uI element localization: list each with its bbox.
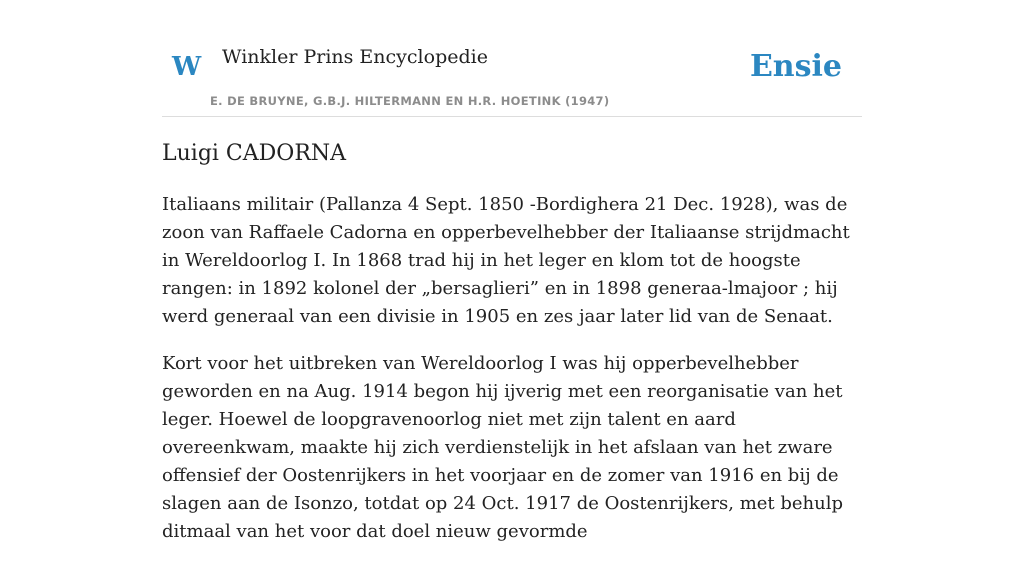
article-paragraph: Kort voor het uitbreken van Wereldoorlog I was hij opperbevelhebber geworden en na Aug. 1914 begon hij ijverig met een reorganisatie van het leger. Hoewel de loopgravenoorlog niet met zijn talent en aard overeenkwam, maakte hij zich verdienstelijk in het afslaan van het zware offensief der Oostenrijkers in het voorjaar en de zomer van 1916 en bij de slagen aan de Isonzo, totdat op 24 Oct. 1917 de Oostenrijkers, met behulp ditmaal van het voor dat doel nieuw gevormde bbox=[162, 352, 844, 542]
ensie-brand-link[interactable]: Ensie bbox=[749, 49, 842, 84]
article bbox=[162, 140, 862, 565]
site-header bbox=[162, 0, 862, 117]
site-title[interactable]: Winkler Prins Encyclopedie bbox=[222, 46, 488, 68]
authors-line: E. DE BRUYNE, G.B.J. HILTERMANN EN H.R. HOETINK (1947) bbox=[210, 94, 610, 108]
winkler-prins-logo[interactable]: W bbox=[172, 52, 202, 82]
article-paragraph: Italiaans militair (Pallanza 4 Sept. 1850 -Bordighera 21 Dec. 1928), was de zoon van Raffaele Cadorna en opperbevelhebber der Italiaanse strijdmacht in Wereldoorlog I. In 1868 trad hij in het leger en klom tot de hoogste rangen: in 1892 kolonel der „bersaglieri” en in 1898 generaa-lmajoor ; hij werd generaal van een divisie in 1905 en zes jaar later lid van de Senaat. bbox=[162, 193, 850, 327]
article-title: Luigi CADORNA bbox=[162, 141, 347, 166]
